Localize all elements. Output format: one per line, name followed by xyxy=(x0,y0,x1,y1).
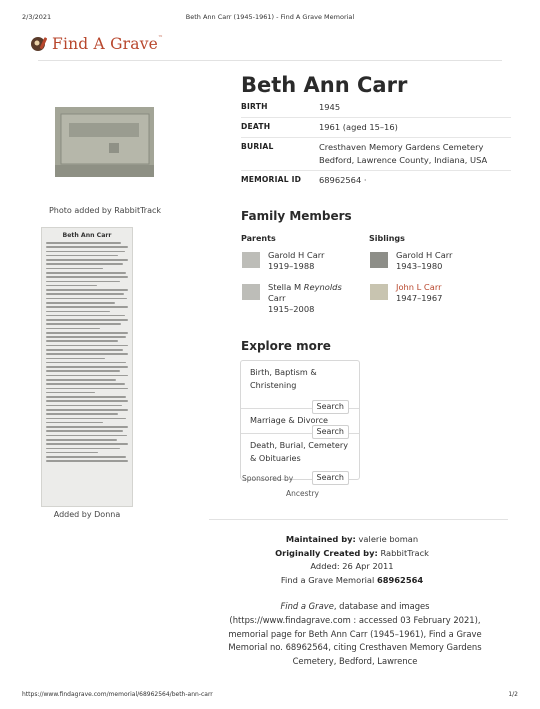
memorial-id-value: 68962564 · xyxy=(319,175,367,186)
clipping-line xyxy=(46,379,116,381)
clipping-line xyxy=(46,413,118,415)
maintained-by-row: Maintained by: valerie boman xyxy=(285,534,419,544)
burial-value xyxy=(319,141,511,169)
member-name[interactable]: Garold H Carr xyxy=(268,250,325,260)
maintainer-link[interactable]: valerie boman xyxy=(358,534,419,544)
explore-item xyxy=(241,409,359,434)
print-page-number: 1/2 xyxy=(508,691,518,698)
clipping-line xyxy=(46,435,127,437)
clipping-line xyxy=(46,302,115,304)
clipping-line xyxy=(46,289,128,291)
divider xyxy=(241,137,511,138)
print-page-title: Beth Ann Carr (1945-1961) - Find A Grave Memorial xyxy=(185,13,355,21)
clipping-line xyxy=(46,242,121,244)
member-info xyxy=(268,282,342,315)
clipping-line xyxy=(46,409,128,411)
explore-search-box xyxy=(240,360,360,480)
clipping-line xyxy=(46,400,128,402)
clipping-line xyxy=(46,255,118,257)
family-member-parent[interactable] xyxy=(242,250,324,272)
member-dates: 1947–1967 xyxy=(396,293,443,303)
explore-item-label: Death, Burial, Cemetery & Obituaries xyxy=(250,440,348,463)
search-button[interactable]: Search xyxy=(312,471,349,485)
siblings-label: Siblings xyxy=(369,234,405,243)
clipping-line xyxy=(46,405,122,407)
divider xyxy=(209,519,508,520)
creator-link[interactable]: RabbitTrack xyxy=(380,547,429,558)
member-photo xyxy=(242,284,260,300)
member-dates: 1919–1988 xyxy=(268,261,315,271)
obituary-clipping-photo[interactable] xyxy=(41,227,133,507)
death-label: DEATH xyxy=(241,121,271,131)
clipping-line xyxy=(46,281,120,283)
birth-value: 1945 xyxy=(319,102,341,112)
sponsor-block xyxy=(242,474,362,498)
member-dates: 1943–1980 xyxy=(396,261,443,271)
citation xyxy=(220,600,490,669)
clipping-line xyxy=(46,315,125,317)
clipping-line xyxy=(46,418,126,420)
clipping-line xyxy=(46,430,123,432)
family-member-parent[interactable] xyxy=(242,282,342,315)
clipping-line xyxy=(46,456,126,458)
clipping-line xyxy=(46,392,95,394)
clipping-line xyxy=(46,383,125,385)
explore-item-label: Marriage & Divorce xyxy=(250,415,329,425)
clipping-title: Beth Ann Carr xyxy=(62,232,112,239)
parents-label: Parents xyxy=(241,234,276,243)
member-dates: 1915–2008 xyxy=(268,304,315,314)
member-info xyxy=(396,250,452,272)
search-button[interactable]: Search xyxy=(312,400,349,414)
member-info xyxy=(396,282,442,304)
clipping-line xyxy=(46,358,105,360)
photo-caption: Photo added by RabbitTrack xyxy=(48,206,162,215)
clipping-line xyxy=(46,293,124,295)
birth-label: BIRTH xyxy=(241,102,268,111)
member-photo xyxy=(370,284,388,300)
search-button[interactable]: Search xyxy=(312,425,349,439)
clipping-line xyxy=(46,460,128,462)
clipping-line xyxy=(46,311,110,313)
clipping-line xyxy=(46,259,128,261)
member-name[interactable]: Garold H Carr xyxy=(396,250,453,260)
clipping-line xyxy=(46,251,125,253)
grave-marker-image xyxy=(55,107,154,177)
print-date: 2/3/2021 xyxy=(22,13,52,21)
clipping-line xyxy=(46,319,128,321)
death-value: 1961 (aged 15–16) xyxy=(319,121,398,132)
clipping-line xyxy=(46,388,128,390)
clipping-line xyxy=(46,285,97,287)
memorial-number-row: Find a Grave Memorial 68962564 xyxy=(280,575,424,586)
clipping-line xyxy=(46,366,128,368)
clipping-line xyxy=(46,263,123,265)
member-info xyxy=(268,250,324,272)
clipping-line xyxy=(46,323,121,325)
clipping-line xyxy=(46,452,98,454)
memorial-id-row xyxy=(241,174,511,188)
clipping-line xyxy=(46,448,120,450)
clipping-line xyxy=(46,375,128,377)
clipping-line xyxy=(46,349,123,351)
divider xyxy=(241,170,511,171)
explore-item xyxy=(241,361,359,409)
print-header xyxy=(22,13,518,23)
clipping-line xyxy=(46,336,126,338)
member-photo xyxy=(370,252,388,268)
memorial-meta xyxy=(230,533,474,588)
clipping-line xyxy=(46,439,117,441)
photo-caption-2: Added by Donna xyxy=(53,510,121,519)
family-member-sibling[interactable] xyxy=(370,250,452,272)
clipping-line xyxy=(46,362,126,364)
member-photo xyxy=(242,252,260,268)
clipping-line xyxy=(46,345,128,347)
citation-site: Find a Grave xyxy=(280,601,334,611)
explore-more-heading: Explore more xyxy=(241,339,331,353)
find-a-grave-logo[interactable] xyxy=(30,34,163,54)
clipping-line xyxy=(46,370,120,372)
clipping-line xyxy=(46,276,128,278)
family-member-sibling[interactable] xyxy=(370,282,442,304)
member-name[interactable]: Stella M Reynolds Carr xyxy=(268,282,342,303)
memorial-name: Beth Ann Carr xyxy=(241,73,408,97)
explore-item xyxy=(241,434,359,482)
grave-marker-photo[interactable] xyxy=(55,107,154,177)
ancestry-logo[interactable]: Ancestry xyxy=(286,489,319,498)
burial-row xyxy=(241,141,511,169)
burial-cemetery-link[interactable]: Cresthaven Memory Gardens Cemetery xyxy=(319,141,484,152)
divider xyxy=(38,60,502,61)
clipping-text-lines xyxy=(46,242,128,462)
memorial-id-label: MEMORIAL ID xyxy=(241,175,302,185)
clipping-line xyxy=(46,268,103,270)
clipping-line xyxy=(46,298,127,300)
clipping-line xyxy=(46,353,128,355)
clipping-line xyxy=(46,306,128,308)
maiden-name: Reynolds xyxy=(303,282,342,292)
birth-row xyxy=(241,101,511,115)
clipping-line xyxy=(46,328,100,330)
sponsored-by-label: Sponsored by xyxy=(242,474,294,483)
burial-location[interactable]: Bedford, Lawrence County, Indiana, USA xyxy=(319,155,488,166)
divider xyxy=(241,117,511,118)
clipping-line xyxy=(46,443,128,445)
member-name[interactable]: John L Carr xyxy=(396,282,442,292)
explore-item-label: Birth, Baptism & Christening xyxy=(250,367,317,390)
logo-text: Find A Grave™ xyxy=(52,35,164,53)
print-url: https://www.findagrave.com/memorial/68962564/beth-ann-carr xyxy=(22,691,213,698)
memorial-facts xyxy=(241,101,511,188)
clipping-line xyxy=(46,272,126,274)
clipping-line xyxy=(46,340,118,342)
citation-text: , database and images (https://www.findagrave.com : accessed 03 February 2021), memorial page for Beth Ann Carr (1945–1961), Find a Grave Memorial no. 68962564, citing Cresthaven Memory Gardens Cemetery, Bedford, Lawrence xyxy=(228,601,482,667)
family-members-heading: Family Members xyxy=(241,209,352,223)
clipping-line xyxy=(46,246,128,248)
added-date: Added: 26 Apr 2011 xyxy=(310,561,394,572)
clipping-line xyxy=(46,426,128,428)
clipping-line xyxy=(46,332,128,334)
burial-label: BURIAL xyxy=(241,141,274,151)
shovel-logo-icon xyxy=(30,35,50,53)
created-by-row: Originally Created by: RabbitTrack xyxy=(275,547,429,558)
clipping-line xyxy=(46,422,103,424)
clipping-line xyxy=(46,396,126,398)
death-row xyxy=(241,121,511,135)
